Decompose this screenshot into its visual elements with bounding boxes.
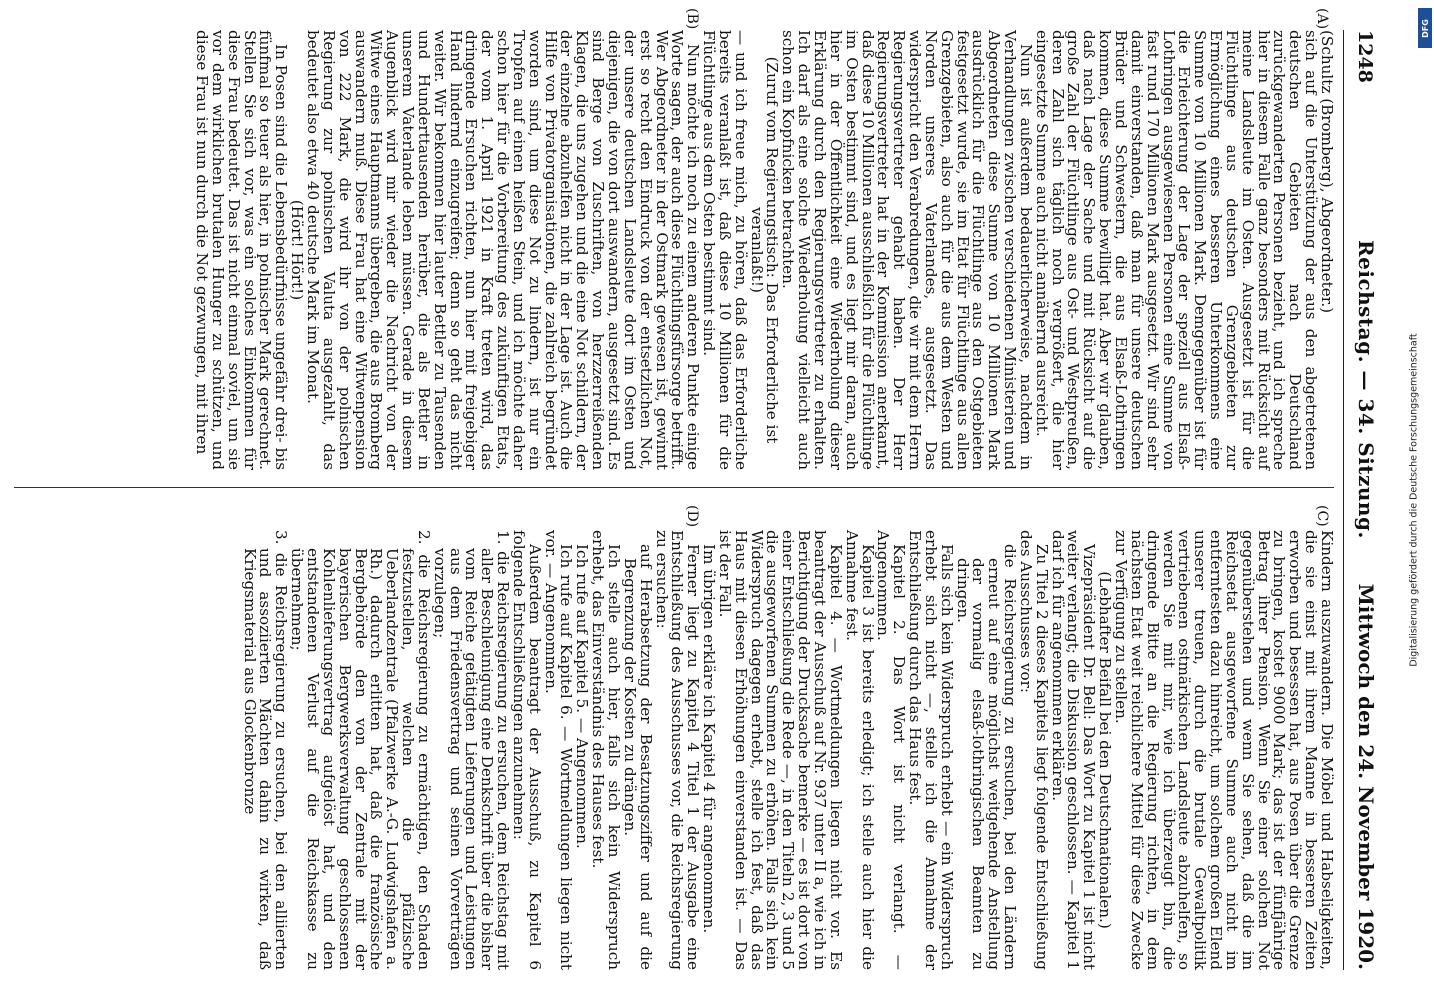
- body-paragraph: Ferner liegt zu Kapitel 4 Titel 1 der Ausgabe eine Entschließung des Ausschusses vor, die Reichsregierung zu ersuchen:: [652, 530, 703, 970]
- dfg-logo-text: DFG: [1420, 18, 1430, 38]
- body-paragraph: Ich stelle auch hier, falls sich kein Widerspruch erhebt, das Einverständnis des Hauses fest.: [589, 530, 624, 970]
- resolution-text: die Reichsregierung zu ersuchen, bei den Ländern erneut auf eine möglichst weitgehende Anstellung der vormalig elsaß-lothringischen Beamten zu dringen.: [953, 544, 1020, 970]
- digitization-sidebar: [1392, 0, 1434, 1000]
- body-paragraph: Nun möchte ich noch zu einem anderen Punkte einige Worte sagen, der auch diese Flüchtlingsfürsorge betrifft. Wer Abgeordneter in der Ostmark gewesen ist, gewinnt erst so recht den Eindruck von der entsetzlichen Not, der unsere deutschen Landsleute dort im Osten und diejenigen, die von dort auswandern, ausgesetzt sind. Es sind Berge von Zuschriften, von herzzerreißenden Klagen, die uns zugehen und die eine Not schildern, der der einzelne abzuhelfen nicht in der Lage ist. Auch die Hilfe von Privatorganisationen, die zahlreich begründet worden sind, um diese Not zu lindern, ist nur ein Tropfen auf einen heißen Stein, und ich möchte daher schon hier für die Vorbereitung des zukünftigen Etats, der vom 1. April 1921 in Kraft treten wird, das dringende Ersuchen richten, nun hier mit freigebiger Hand lindernd einzugreifen; denn so geht das nicht weiter. Wir bekommen hier lauter Bettler zu Tausenden und Hunderttausenden herüber, die als Bettler in unserem Vaterlande leben müssen. Gerade in diesem Augenblick wird mir wieder die Nachricht von der Witwe eines Hauptmanns übergeben, die aus Bromberg auswandern muß. Diese Frau hat eine Witwenpension von 222 Mark, die wird ihr von der polnischen Regierung zur polnischen Valuta ausgezahlt, das bedeutet also etwa 40 deutsche Mark im Monat.: [304, 30, 703, 470]
- list-item: 2. die Reichsregierung zu ermächtigen, den Schaden festzustellen, welchen die pfälzische Ueberlandzentrale (Pfalzwerke A.-G. Ludwigshafen a. Rh.) dadurch erlitten hat, daß die französische Bergbehörde den von der Zentrale mit der bayerischen Bergwerksverwaltung geschlossenen Kohlenlieferungsvertrag aufgelöst hat, und den entstandenen Verlust auf die Reichskasse zu übernehmen;: [288, 530, 433, 970]
- margin-letter-c: (C): [1314, 505, 1330, 527]
- list-item: 1. die Reichsregierung zu ersuchen, dem Reichstag mit aller Beschleunigung eine Denkschrift über die bisher vom Reiche getätigten Lieferungen und Leistungen aus dem Friedensvertrag und seinen Vorverträgen vorzulegen;: [430, 530, 513, 970]
- body-paragraph: sich auf die Unterstützung der aus den abgetretenen deutschen Gebieten nach Deutschland zurückgewanderten Personen bezieht, und ich spreche hier in diesem Falle ganz besonders mit Rücksicht auf meine Landsleute im Osten. Ausgesetzt ist für die Flüchtlinge aus deutschen Grenzgebieten zur Ermöglichung eines besseren Unterkommens eine Summe von 10 Millionen Mark. Demgegenüber ist für die Erleichterung der Lage der speziell aus Elsaß-Lothringen ausgewiesenen Personen eine Summe von fast rund 170 Millionen Mark ausgesetzt. Wir sind sehr damit einverstanden, daß man für unsere deutschen Brüder und Schwestern, die aus Elsaß-Lothringen kommen, diese Summe bewilligt hat. Aber wir glauben, daß nach Lage der Sache und mit Rücksicht auf die große Zahl der Flüchtlinge aus Ost- und Westpreußen, deren Zahl sich täglich noch vergrößert, die hier eingesetzte Summe auch nicht annähernd ausreicht.: [1032, 30, 1321, 470]
- body-paragraph: Kapitel 3 ist bereits erledigt; ich stelle auch hier die Annahme fest.: [842, 530, 877, 970]
- column-divider: [14, 487, 1334, 488]
- body-paragraph: Ich rufe auf Kapitel 6. — Wortmeldungen liegen nicht vor. — Angenommen.: [541, 530, 576, 970]
- dfg-logo: [1418, 8, 1432, 48]
- body-paragraph: Außerdem beantragt der Ausschuß, zu Kapitel 6 folgende Entschließungen anzunehmen:: [509, 530, 544, 970]
- body-paragraph: Im übrigen erkläre ich Kapitel 4 für angenommen.: [700, 544, 719, 934]
- body-paragraph: Kindern auszuwandern. Die Möbel und Habseligkeiten, die sie einst mit ihrem Manne in besseren Zeiten erworben und besessen hat, aus Posen über die Grenze zu bringen, kostet 9000 Mark; das ist der fünfjährige Betrag ihrer Pension. Wenn Sie einer solchen Not gegenüberstehen und wenn Sie sehen, daß die im Reichsetat ausgeworfene Summe auch nicht im entferntesten dazu hinreicht, um solchem großen Elend unserer treuen, durch die brutale Gewaltpolitik vertriebenen ostmärkischen Landsleute abzuhelfen, so werden Sie mit mir, wie ich überzeugt bin, die dringende Bitte an die Regierung richten, in dem nächsten Etat weit reichlichere Mittel für diese Zwecke zur Verfügung zu stellen.: [1112, 530, 1336, 970]
- interjection: (Zuruf vom Regierungstisch: Das Erforderliche ist veranlaßt!): [747, 56, 782, 444]
- body-paragraph: Falls sich kein Widerspruch erhebt — ein Widerspruch erhebt sich nicht —, stelle ich die Annahme der Entschließung durch das Haus fest.: [906, 530, 956, 970]
- applause-note: (Lebhafter Beifall bei den Deutschnationalen.): [1096, 571, 1115, 929]
- page-number: 1248: [1354, 30, 1376, 83]
- body-paragraph: Kapitel 4. — Wortmeldungen liegen nicht vor. Es beantragt der Ausschuß auf Nr. 937 unter II a, wie ich in Berichtigung der Drucksache bemerke — es ist dort von einer Entschließung die Rede —, in den Titeln 2, 3 und 5 die ausgeworfenen Summen zu erhöhen. Falls sich kein Widerspruch dagegen erhebt, stelle ich fest, daß das Haus mit diesen Erhöhungen einverstanden ist. — Das ist der Fall.: [715, 530, 845, 970]
- resolution-text: auf Herabsetzung der Besatzungsziffer und auf die Begrenzung der Kosten zu drängen.: [620, 544, 655, 970]
- margin-letter-a: (A): [1314, 8, 1330, 30]
- margin-letter-d: (D): [684, 505, 700, 528]
- body-paragraph: Zu Titel 2 dieses Kapitels liegt folgende Entschließung des Ausschusses vor:: [1016, 530, 1051, 970]
- running-head: Reichstag. — 34. Sitzung.: [1354, 240, 1378, 539]
- right-column: [14, 530, 1334, 970]
- digitization-note: Digitalisierung gefördert durch die Deutsche Forschungsgemeinschaft: [1408, 333, 1420, 667]
- body-paragraph: Ich rufe auf Kapitel 5. — Angenommen.: [573, 544, 592, 849]
- vice-president-statement: Vizepräsident Dr. Bell: Das Wort zu Kapitel 1 ist nicht weiter verlangt; die Diskussion geschlossen. — Kapitel 1 darf ich für angenommen erklären.: [1048, 530, 1099, 970]
- body-paragraph: — und ich freue mich, zu hören, daß das Erforderliche bereits veranlaßt ist, daß diese 10 Millionen für die Flüchtlinge aus dem Osten bestimmt sind.: [700, 30, 750, 470]
- body-paragraph: Nun ist außerdem bedauerlicherweise, nachdem in Verhandlungen zwischen verschiedenen Ministerien und Abgeordneten diese Summe von 10 Millionen Mark ausdrücklich für die Flüchtlinge aus den Ostgebieten festgesetzt wurde, sie im Etat für Flüchtlinge aus allen Grenzgebieten, also auch für die aus dem Westen und Norden unseres Vaterlandes, ausgesetzt. Das widerspricht den Verabredungen, die wir mit dem Herrn Regierungsvertreter gehabt haben. Der Herr Regierungsvertreter hat in der Kommission anerkannt, daß diese 10 Millionen ausschließlich für die Flüchtlinge im Osten bestimmt sind, und es liegt mir daran, auch hier in der Öffentlichkeit eine Wiederholung dieser Erklärung durch den Regierungsvertreter zu erhalten. Ich darf als eine solche Wiederholung vielleicht auch schon ein Kopfnicken betrachten.: [779, 30, 1035, 470]
- left-column: [14, 30, 1334, 470]
- margin-letter-b: (B): [684, 8, 700, 30]
- session-date: Mittwoch den 24. November 1920.: [1354, 583, 1378, 970]
- body-paragraph: Kapitel 2. Das Wort ist nicht verlangt. — Angenommen.: [874, 530, 909, 970]
- speaker-line: (Schultz (Bromberg), Abgeordneter.): [1318, 30, 1336, 314]
- body-paragraph: In Posen sind die Lebensbedürfnisse ungefähr drei- bis fünfmal so teuer als hier, in polnischer Mark gerechnet. Stellen Sie sich vor, was ein solches Einkommen für diese Frau bedeutet. Das ist nicht einmal soviel, um sie vor dem wirklichen brutalen Hunger zu schützen, und diese Frau ist nun durch die Not gezwungen, mit ihren: [193, 30, 291, 470]
- page-header: [1343, 30, 1390, 970]
- list-item: 3. die Reichsregierung zu ersuchen, bei den alliierten und assoziierten Mächten dahin zu wirken, daß Kriegsmaterial aus Glockenbronze: [240, 530, 291, 970]
- interjection: (Hört! Hört!): [288, 199, 307, 301]
